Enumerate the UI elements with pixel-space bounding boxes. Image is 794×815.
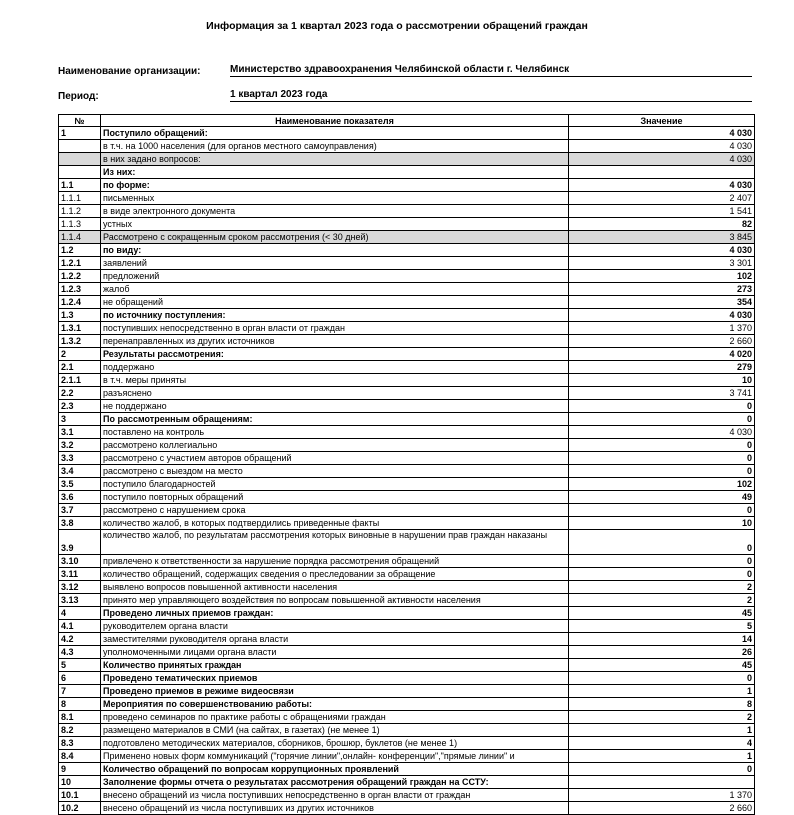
row-value: 273 [569, 283, 755, 296]
period-value: 1 квартал 2023 года [230, 89, 752, 102]
table-row [59, 789, 755, 802]
row-number: 10 [59, 776, 101, 789]
table-row [59, 659, 755, 672]
row-indicator-name: По рассмотренным обращениям: [101, 413, 569, 426]
row-number: 4 [59, 607, 101, 620]
table-row [59, 218, 755, 231]
row-value: 5 [569, 620, 755, 633]
row-indicator-name: Заполнение формы отчета о результатах рассмотрения обращений граждан на ССТУ: [101, 776, 569, 789]
table-row [59, 452, 755, 465]
row-value: 279 [569, 361, 755, 374]
row-indicator-name: рассмотрено с нарушением срока [101, 504, 569, 517]
table-row [59, 283, 755, 296]
row-value: 4 030 [569, 426, 755, 439]
table-row [59, 348, 755, 361]
table-body [59, 127, 755, 815]
row-number: 3.3 [59, 452, 101, 465]
row-indicator-name: уполномоченными лицами органа власти [101, 646, 569, 659]
row-indicator-name: не обращений [101, 296, 569, 309]
table-row [59, 685, 755, 698]
table-row [59, 568, 755, 581]
row-indicator-name: не поддержано [101, 400, 569, 413]
row-indicator-name: жалоб [101, 283, 569, 296]
table-row [59, 205, 755, 218]
row-value: 3 741 [569, 387, 755, 400]
row-value: 0 [569, 672, 755, 685]
row-value: 0 [569, 465, 755, 478]
header-number: № [59, 115, 101, 127]
row-number: 3.10 [59, 555, 101, 568]
row-number: 3.9 [59, 530, 101, 555]
row-number: 8.3 [59, 737, 101, 750]
table-row [59, 322, 755, 335]
row-indicator-name: Проведено приемов в режиме видеосвязи [101, 685, 569, 698]
table-row [59, 517, 755, 530]
row-number: 1.3.1 [59, 322, 101, 335]
row-number: 2.2 [59, 387, 101, 400]
table-row [59, 530, 755, 555]
row-number: 9 [59, 763, 101, 776]
row-number [59, 140, 101, 153]
row-indicator-name: подготовлено методических материалов, сборников, брошюр, буклетов (не менее 1) [101, 737, 569, 750]
row-indicator-name: письменных [101, 192, 569, 205]
row-number: 3.12 [59, 581, 101, 594]
row-indicator-name: в них задано вопросов: [101, 153, 569, 166]
table-row [59, 244, 755, 257]
row-value: 4 020 [569, 348, 755, 361]
row-value: 1 [569, 724, 755, 737]
table-row [59, 374, 755, 387]
row-value: 4 030 [569, 140, 755, 153]
row-indicator-name: количество обращений, содержащих сведения о преследовании за обращение [101, 568, 569, 581]
row-indicator-name: количество жалоб, по результатам рассмотрения которых виновные в нарушении прав граждан наказаны [101, 530, 569, 555]
row-indicator-name: поступило повторных обращений [101, 491, 569, 504]
row-value: 0 [569, 413, 755, 426]
row-number: 1.1.3 [59, 218, 101, 231]
row-number: 1.1 [59, 179, 101, 192]
row-indicator-name: количество жалоб, в которых подтвердились приведенные факты [101, 517, 569, 530]
table-row [59, 296, 755, 309]
row-indicator-name: Поступило обращений: [101, 127, 569, 140]
table-row [59, 309, 755, 322]
row-value: 2 [569, 594, 755, 607]
table-row [59, 270, 755, 283]
row-number: 2.1.1 [59, 374, 101, 387]
organization-value: Министерство здравоохранения Челябинской области г. Челябинск [230, 64, 752, 77]
row-value: 2 [569, 711, 755, 724]
table-row [59, 724, 755, 737]
row-number: 3.7 [59, 504, 101, 517]
row-indicator-name: Проведено тематических приемов [101, 672, 569, 685]
row-indicator-name: принято мер управляющего воздействия по вопросам повышенной активности населения [101, 594, 569, 607]
row-number: 1.2.4 [59, 296, 101, 309]
row-value: 1 [569, 685, 755, 698]
row-value: 0 [569, 452, 755, 465]
table-row [59, 166, 755, 179]
row-indicator-name: внесено обращений из числа поступивших непосредственно в орган власти от граждан [101, 789, 569, 802]
row-value: 1 541 [569, 205, 755, 218]
row-value: 2 660 [569, 802, 755, 815]
row-indicator-name: в т.ч. на 1000 населения (для органов местного самоуправления) [101, 140, 569, 153]
table-row [59, 776, 755, 789]
row-value: 2 [569, 581, 755, 594]
period-label: Период: [58, 91, 99, 102]
row-indicator-name: поступивших непосредственно в орган власти от граждан [101, 322, 569, 335]
organization-label: Наименование организации: [58, 66, 201, 77]
row-indicator-name: Рассмотрено с сокращенным сроком рассмотрения (< 30 дней) [101, 231, 569, 244]
row-value: 49 [569, 491, 755, 504]
table-row [59, 257, 755, 270]
row-indicator-name: по форме: [101, 179, 569, 192]
row-indicator-name: рассмотрено коллегиально [101, 439, 569, 452]
row-number: 8.2 [59, 724, 101, 737]
row-indicator-name: Проведено личных приемов граждан: [101, 607, 569, 620]
row-value: 45 [569, 659, 755, 672]
row-number: 2.3 [59, 400, 101, 413]
table-row [59, 737, 755, 750]
table-row [59, 179, 755, 192]
table-row [59, 504, 755, 517]
row-value: 0 [569, 530, 755, 555]
header-indicator-name: Наименование показателя [101, 115, 569, 127]
row-value: 4 030 [569, 309, 755, 322]
row-indicator-name: перенаправленных из других источников [101, 335, 569, 348]
row-number: 8.4 [59, 750, 101, 763]
row-indicator-name: Из них: [101, 166, 569, 179]
row-number: 8.1 [59, 711, 101, 724]
row-number: 7 [59, 685, 101, 698]
row-indicator-name: по виду: [101, 244, 569, 257]
row-value: 0 [569, 400, 755, 413]
row-indicator-name: руководителем органа власти [101, 620, 569, 633]
row-value: 1 [569, 750, 755, 763]
row-indicator-name: заявлений [101, 257, 569, 270]
table-row [59, 581, 755, 594]
table-row [59, 153, 755, 166]
row-indicator-name: заместителями руководителя органа власти [101, 633, 569, 646]
row-indicator-name: поддержано [101, 361, 569, 374]
row-value: 0 [569, 504, 755, 517]
row-number: 5 [59, 659, 101, 672]
table-row [59, 607, 755, 620]
row-indicator-name: разъяснено [101, 387, 569, 400]
row-value: 2 660 [569, 335, 755, 348]
row-indicator-name: проведено семинаров по практике работы с обращениями граждан [101, 711, 569, 724]
row-number: 3.4 [59, 465, 101, 478]
row-number: 10.2 [59, 802, 101, 815]
row-indicator-name: выявлено вопросов повышенной активности населения [101, 581, 569, 594]
row-number: 3.8 [59, 517, 101, 530]
row-indicator-name: рассмотрено с участием авторов обращений [101, 452, 569, 465]
document-title: Информация за 1 квартал 2023 года о рассмотрении обращений граждан [206, 20, 588, 32]
report-table [58, 114, 755, 815]
row-indicator-name: Результаты рассмотрения: [101, 348, 569, 361]
row-value: 102 [569, 478, 755, 491]
row-number: 3.6 [59, 491, 101, 504]
table-row [59, 802, 755, 815]
row-indicator-name: в т.ч. меры приняты [101, 374, 569, 387]
table-row [59, 698, 755, 711]
row-number: 8 [59, 698, 101, 711]
row-indicator-name: Мероприятия по совершенствованию работы: [101, 698, 569, 711]
table-row [59, 555, 755, 568]
row-value [569, 776, 755, 789]
row-number: 4.2 [59, 633, 101, 646]
row-number: 1.2.1 [59, 257, 101, 270]
row-value: 8 [569, 698, 755, 711]
table-row [59, 763, 755, 776]
row-value: 4 030 [569, 244, 755, 257]
row-number: 2.1 [59, 361, 101, 374]
row-value: 2 407 [569, 192, 755, 205]
row-value: 3 301 [569, 257, 755, 270]
row-number: 3.13 [59, 594, 101, 607]
row-value: 354 [569, 296, 755, 309]
table-row [59, 231, 755, 244]
table-header-row [59, 115, 755, 127]
row-number [59, 153, 101, 166]
row-indicator-name: поступило благодарностей [101, 478, 569, 491]
row-number: 1.2.3 [59, 283, 101, 296]
row-value: 4 030 [569, 179, 755, 192]
table-row [59, 387, 755, 400]
row-value: 82 [569, 218, 755, 231]
row-indicator-name: в виде электронного документа [101, 205, 569, 218]
table-row [59, 711, 755, 724]
row-number: 1.2.2 [59, 270, 101, 283]
row-number: 10.1 [59, 789, 101, 802]
row-value: 0 [569, 439, 755, 452]
row-value: 14 [569, 633, 755, 646]
row-indicator-name: предложений [101, 270, 569, 283]
row-value [569, 166, 755, 179]
row-indicator-name: внесено обращений из числа поступивших из других источников [101, 802, 569, 815]
table-row [59, 491, 755, 504]
table-row [59, 127, 755, 140]
row-value: 10 [569, 374, 755, 387]
table-row [59, 192, 755, 205]
table-row [59, 400, 755, 413]
row-number: 1.3.2 [59, 335, 101, 348]
table-row [59, 750, 755, 763]
row-value: 102 [569, 270, 755, 283]
row-value: 45 [569, 607, 755, 620]
table-row [59, 620, 755, 633]
row-value: 4 030 [569, 127, 755, 140]
row-number: 1.1.1 [59, 192, 101, 205]
row-value: 1 370 [569, 789, 755, 802]
row-number [59, 166, 101, 179]
row-indicator-name: Применено новых форм коммуникаций ("горячие линии",онлайн- конференции","прямые линии" и [101, 750, 569, 763]
row-number: 3.2 [59, 439, 101, 452]
table-row [59, 465, 755, 478]
row-value: 0 [569, 568, 755, 581]
row-number: 3 [59, 413, 101, 426]
table-row [59, 633, 755, 646]
table-row [59, 426, 755, 439]
row-number: 1.2 [59, 244, 101, 257]
row-indicator-name: привлечено к ответственности за нарушение порядка рассмотрения обращений [101, 555, 569, 568]
table-row [59, 439, 755, 452]
row-value: 4 030 [569, 153, 755, 166]
table-row [59, 361, 755, 374]
row-number: 1 [59, 127, 101, 140]
table-row [59, 413, 755, 426]
row-number: 1.3 [59, 309, 101, 322]
table-row [59, 140, 755, 153]
row-indicator-name: Количество обращений по вопросам коррупционных проявлений [101, 763, 569, 776]
row-number: 2 [59, 348, 101, 361]
table-row [59, 672, 755, 685]
table-row [59, 478, 755, 491]
row-number: 3.5 [59, 478, 101, 491]
row-value: 1 370 [569, 322, 755, 335]
header-value: Значение [569, 115, 755, 127]
row-value: 10 [569, 517, 755, 530]
table-row [59, 335, 755, 348]
row-number: 3.11 [59, 568, 101, 581]
row-value: 4 [569, 737, 755, 750]
row-number: 1.1.4 [59, 231, 101, 244]
row-indicator-name: размещено материалов в СМИ (на сайтах, в газетах) (не менее 1) [101, 724, 569, 737]
row-value: 0 [569, 763, 755, 776]
row-number: 4.3 [59, 646, 101, 659]
row-number: 4.1 [59, 620, 101, 633]
row-number: 3.1 [59, 426, 101, 439]
row-indicator-name: Количество принятых граждан [101, 659, 569, 672]
table-row [59, 646, 755, 659]
row-indicator-name: рассмотрено с выездом на место [101, 465, 569, 478]
row-value: 0 [569, 555, 755, 568]
row-number: 1.1.2 [59, 205, 101, 218]
row-value: 26 [569, 646, 755, 659]
row-indicator-name: поставлено на контроль [101, 426, 569, 439]
row-number: 6 [59, 672, 101, 685]
row-indicator-name: по источнику поступления: [101, 309, 569, 322]
row-indicator-name: устных [101, 218, 569, 231]
table-row [59, 594, 755, 607]
row-value: 3 845 [569, 231, 755, 244]
